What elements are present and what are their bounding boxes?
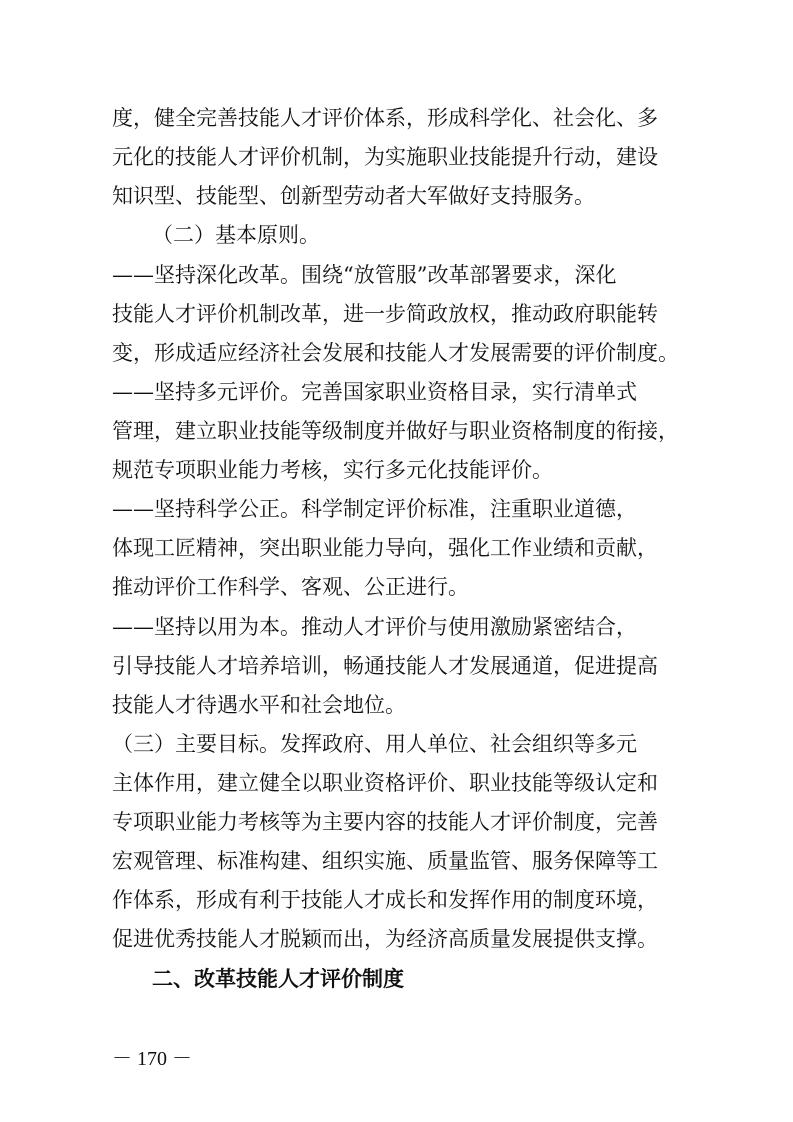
body-line-14: ——坚持以用为本。推动人才评价与使用激励紧密结合，: [112, 615, 637, 639]
body-line-15: 引导技能人才培养培训，畅通技能人才发展通道，促进提高: [112, 654, 658, 678]
body-line-8: ——坚持多元评价。完善国家职业资格目录，实行清单式: [112, 380, 637, 404]
body-line-12: 体现工匠精神，突出职业能力导向，强化工作业绩和贡献，: [112, 536, 658, 560]
page-number: － 170 －: [112, 1048, 192, 1070]
body-line-9: 管理，建立职业技能等级制度并做好与职业资格制度的衔接，: [112, 419, 679, 443]
body-line-13: 推动评价工作科学、客观、公正进行。: [112, 575, 469, 599]
body-line-1: 度，健全完善技能人才评价体系，形成科学化、社会化、多: [112, 106, 658, 130]
body-line-19: 专项职业能力考核等为主要内容的技能人才评价制度，完善: [112, 810, 658, 834]
body-line-11: ——坚持科学公正。科学制定评价标准，注重职业道德，: [112, 497, 637, 521]
body-line-18: 主体作用，建立健全以职业资格评价、职业技能等级认定和: [112, 771, 658, 795]
body-line-7: 变，形成适应经济社会发展和技能人才发展需要的评价制度。: [112, 341, 679, 365]
body-line-2: 元化的技能人才评价机制，为实施职业技能提升行动，建设: [112, 145, 658, 169]
body-line-22: 促进优秀技能人才脱颖而出，为经济高质量发展提供支撑。: [112, 927, 658, 951]
body-line-10: 规范专项职业能力考核，实行多元化技能评价。: [112, 458, 553, 482]
body-line-5: ——坚持深化改革。围绕“放管服”改革部署要求，深化: [112, 263, 617, 287]
body-line-20: 宏观管理、标准构建、组织实施、质量监管、服务保障等工: [112, 849, 658, 873]
section-heading-basic-principles: （二）基本原则。: [152, 223, 320, 247]
body-line-3: 知识型、技能型、创新型劳动者大军做好支持服务。: [112, 184, 595, 208]
body-line-21: 作体系，形成有利于技能人才成长和发挥作用的制度环境，: [112, 888, 658, 912]
body-line-17: （三）主要目标。发挥政府、用人单位、社会组织等多元: [112, 732, 637, 756]
chapter-heading: 二、改革技能人才评价制度: [152, 966, 404, 991]
body-line-16: 技能人才待遇水平和社会地位。: [112, 693, 406, 717]
body-line-6: 技能人才评价机制改革，进一步简政放权，推动政府职能转: [112, 302, 658, 326]
